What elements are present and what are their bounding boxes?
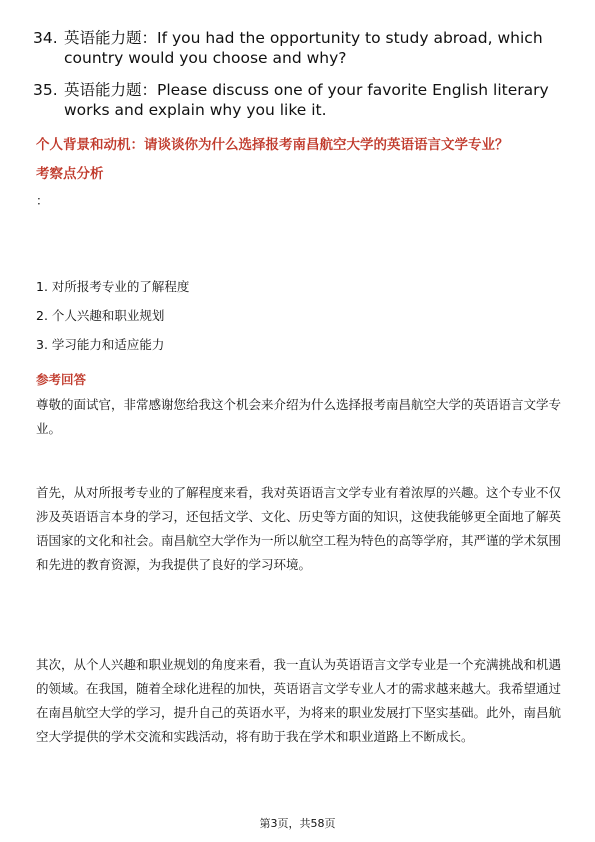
analysis-colon: ： xyxy=(36,193,49,208)
analysis-point-3: 3. 学习能力和适应能力 xyxy=(36,337,165,352)
answer-paragraph-2: 首先，从对所报考专业的了解程度来看，我对英语语言文学专业有着浓厚的兴趣。这个专业不仅涉及英语语言本身的学习，还包括文学、文化、历史等方面的知识，这使我能够更全面地了解英语国家的文化和社会。南昌航空大学作为一所以航空工程为特色的高等学府，其严谨的学术氛围和先进的教育资源，为我提供了良好的学习环境。 xyxy=(36,485,562,572)
analysis-point-1: 1. 对所报考专业的了解程度 xyxy=(36,279,190,294)
answer-paragraph-1: 尊敬的面试官，非常感谢您给我这个机会来介绍为什么选择报考南昌航空大学的英语语言文学专业。 xyxy=(36,397,562,436)
question-text: 英语能力题：Please discuss one of your favorite English literary works and explain why you like it. xyxy=(64,81,549,119)
section-title: 个人背景和动机：请谈谈你为什么选择报考南昌航空大学的英语语言文学专业？ xyxy=(36,137,509,153)
page-footer: 第3页，共58页 xyxy=(259,817,336,830)
answer-heading: 参考回答 xyxy=(36,372,87,387)
question-text: 英语能力题：If you had the opportunity to study abroad, which country would you choose and why? xyxy=(64,29,543,67)
question-number: 35. xyxy=(33,81,58,99)
answer-paragraph-3: 其次，从个人兴趣和职业规划的角度来看，我一直认为英语语言文学专业是一个充满挑战和机遇的领域。在我国，随着全球化进程的加快，英语语言文学专业人才的需求越来越大。我希望通过在南昌航空大学的学习，提升自己的英语水平，为将来的职业发展打下坚实基础。此外，南昌航空大学提供的学术交流和实践活动，将有助于我在学术和职业道路上不断成长。 xyxy=(36,657,562,744)
analysis-point-2: 2. 个人兴趣和职业规划 xyxy=(36,308,165,323)
question-number: 34. xyxy=(33,29,58,47)
analysis-heading: 考察点分析 xyxy=(36,166,104,182)
